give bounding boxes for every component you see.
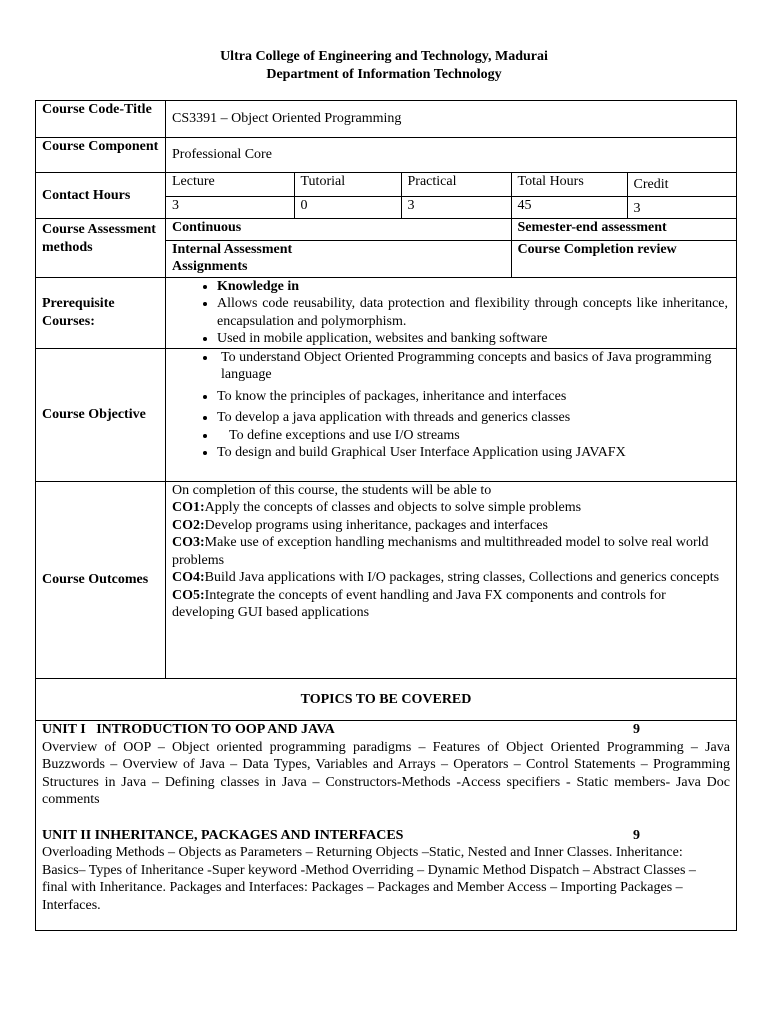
code-title-label: Course Code-Title <box>36 101 166 138</box>
outcome-text: Develop programs using inheritance, packages and interfaces <box>204 517 548 533</box>
list-item: • To know the principles of packages, inheritance and interfaces <box>217 388 730 406</box>
unit-hours: 9 <box>633 722 640 737</box>
component-label: Course Component <box>36 138 166 173</box>
row-prerequisites <box>36 277 737 348</box>
outcome-code: CO2: <box>172 517 205 533</box>
unit-title: UNIT I INTRODUCTION TO OOP AND JAVA <box>42 722 335 737</box>
outcome-item <box>172 499 730 517</box>
hours-header-lecture: Lecture <box>166 173 294 196</box>
outcomes-intro: On completion of this course, the students will be able to <box>172 482 492 498</box>
unit-body: Overview of OOP – Object oriented programming paradigms – Features of Object Oriented Programming – Java Buzzwords – Overview of Java – Data Types, Variables and Arrays – Operators – Control Statements – Programming Structures in Java – Defining classes in Java – Constructors-Methods -Access specifiers - Static members- Java Doc comments <box>42 739 730 807</box>
row-topics <box>36 721 737 931</box>
assessment-label: Course Assessment methods <box>36 219 166 278</box>
hours-value-credit: 3 <box>627 196 736 218</box>
row-objectives <box>36 348 737 481</box>
outcome-code: CO3: <box>172 535 205 550</box>
college-name: Ultra College of Engineering and Technology, Madurai <box>220 49 548 64</box>
hours-header-total: Total Hours <box>511 173 627 196</box>
outcome-item <box>172 534 730 552</box>
outcome-code: CO1: <box>172 500 205 515</box>
unit-title: UNIT II INHERITANCE, PACKAGES AND INTERFACES <box>42 827 404 843</box>
outcome-text: Integrate the concepts of event handling and Java FX components and controls for developing GUI based applications <box>172 587 666 620</box>
list-item: • Knowledge in <box>217 278 728 296</box>
hours-header-credit: Credit <box>627 173 736 196</box>
topics-heading: TOPICS TO BE COVERED <box>36 678 737 721</box>
assessment-table <box>166 219 736 277</box>
unit-hours: 9 <box>633 827 640 843</box>
list-item: • To define exceptions and use I/O streams <box>217 427 730 445</box>
hours-header-practical: Practical <box>401 173 511 196</box>
department-name: Department of Information Technology <box>266 67 502 82</box>
outcome-item <box>172 569 730 587</box>
row-contact-hours <box>36 173 737 219</box>
list-item: • To understand Object Oriented Programming concepts and basics of Java programming language <box>217 349 730 384</box>
outcome-item <box>172 517 730 535</box>
outcome-item <box>172 552 730 570</box>
hours-value-total: 45 <box>511 196 627 218</box>
prerequisite-label: Prerequisite Courses: <box>36 277 166 348</box>
list-item: • To develop a java application with threads and generics classes <box>217 409 730 427</box>
hours-header-tutorial: Tutorial <box>294 173 401 196</box>
course-table <box>35 100 737 931</box>
objective-label: Course Objective <box>36 348 166 481</box>
assessment-assignments: Assignments <box>172 259 248 274</box>
list-item: • Allows code reusability, data protection and flexibility through concepts like inheritance, encapsulation and polymorphism. <box>217 295 728 330</box>
objective-list <box>172 349 730 462</box>
outcomes-label: Course Outcomes <box>36 481 166 678</box>
assessment-continuous: Continuous <box>166 219 511 240</box>
outcome-code: CO5: <box>172 587 205 603</box>
list-item: • Used in mobile application, websites and banking software <box>217 330 728 348</box>
component-value: Professional Core <box>166 138 737 173</box>
outcome-code: CO4: <box>172 570 205 585</box>
unit-body: Overloading Methods – Objects as Parameters – Returning Objects –Static, Nested and Inner Classes. Inheritance: Basics– Types of Inheritance -Super keyword -Method Overriding – Dynamic Method Dispatch – Abstract Classes – final with Inheritance. Packages and Interfaces: Packages – Packages and Member Access – Importing Packages – Interfaces. <box>42 845 696 913</box>
hours-value-tutorial: 0 <box>294 196 401 218</box>
row-component <box>36 138 737 173</box>
assessment-internal: Internal Assessment <box>172 241 293 257</box>
unit-block <box>42 721 730 809</box>
outcome-text: Build Java applications with I/O packages, string classes, Collections and generics concepts <box>204 570 720 585</box>
hours-value-lecture: 3 <box>166 196 294 218</box>
row-code-title <box>36 101 737 138</box>
hours-value-practical: 3 <box>401 196 511 218</box>
row-topics-heading <box>36 678 737 721</box>
outcome-item <box>172 587 730 622</box>
outcome-text: Make use of exception handling mechanisms and multithreaded model to solve real world <box>204 535 709 550</box>
list-item: • To design and build Graphical User Interface Application using JAVAFX <box>217 444 730 462</box>
hours-table <box>166 173 736 218</box>
assessment-completion-review: Course Completion review <box>511 240 736 277</box>
row-outcomes <box>36 481 737 678</box>
row-assessment <box>36 219 737 278</box>
outcome-text: Apply the concepts of classes and objects to solve simple problems <box>204 500 582 515</box>
prerequisite-list <box>172 278 728 348</box>
code-title-value: CS3391 – Object Oriented Programming <box>166 101 737 138</box>
document-header <box>0 48 768 84</box>
outcome-text: problems <box>172 552 225 568</box>
unit-block <box>42 827 730 915</box>
contact-hours-label: Contact Hours <box>36 173 166 219</box>
assessment-semester-end: Semester-end assessment <box>511 219 736 240</box>
